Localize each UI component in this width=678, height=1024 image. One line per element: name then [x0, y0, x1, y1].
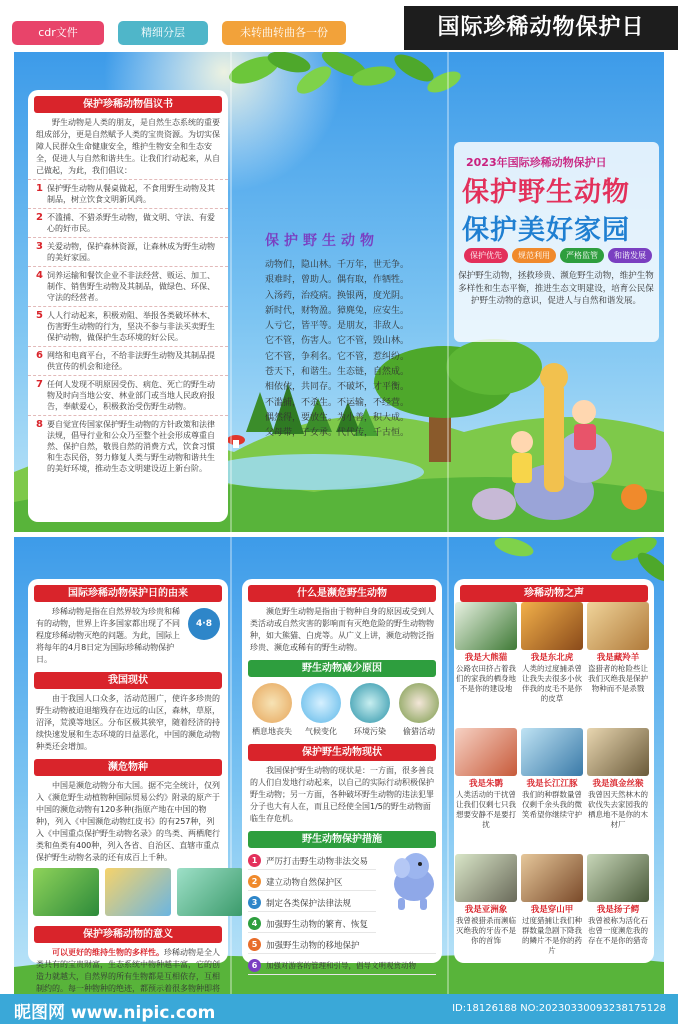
hero-year: 2023年国际珍稀动物保护日	[466, 156, 607, 169]
tiger-photo-icon	[521, 602, 583, 650]
monkey-photo-icon	[587, 728, 649, 776]
layer-tag: 精细分层	[118, 21, 208, 45]
watermark-logo: 昵图网 www.nipic.com	[14, 1003, 216, 1023]
list-item: 2 建立动物自然保护区	[248, 873, 376, 891]
panda-photo-icon	[455, 602, 517, 650]
pill-badge: 严格监管	[560, 248, 604, 263]
meaning-title: 保护珍稀动物的意义	[34, 926, 222, 943]
page-title: 国际珍稀动物保护日	[404, 6, 678, 50]
animal-item: 我是亚洲象 我曾被猎杀而濒临灭绝我的牙齿不是你的首饰	[455, 854, 517, 946]
pangolin-photo-icon	[521, 854, 583, 902]
curve-tag: 未转曲转曲各一份	[222, 21, 346, 45]
pollution-icon	[350, 683, 390, 723]
image-id: ID:18126188 NO:20230330093238175128	[452, 1003, 666, 1014]
poem-line: 不滥捕，不杀生。不运输，不经营。	[265, 397, 410, 408]
origin-text: 珍稀动物是指在自然界较为珍贵和稀有的动物，世界上许多国家都出现了不同程度珍稀动物灭绝的问题。为此，国际上将每年的4月8日定为国际珍稀动物保护日。	[36, 607, 180, 664]
reason-item: 栖息地丧失	[248, 683, 296, 737]
hero-line-2: 保护美好家园	[462, 215, 630, 246]
reason-item: 气候变化	[297, 683, 345, 737]
poem-line: 艰难时，曾助人。偶有取，作牺牲。	[265, 275, 410, 286]
animal-item: 我是大熊猫 公路农田挤占着我们的家我的栖身地不是你的建设地	[455, 602, 517, 694]
list-item: 6 加强对游客的管理和引导，倡导文明观赏动物	[248, 957, 436, 975]
poem-line: 动物们，隐山林。千万年，世无争。	[265, 260, 410, 270]
animal-item: 我是藏羚羊 盗猎者的枪险些让我们灭绝我是保护物种而不是杀戮	[587, 602, 649, 694]
giraffe-illustration-icon	[105, 868, 171, 916]
list-item: 4 加强野生动物的繁育、恢复	[248, 915, 376, 933]
poem-line: 苍天下，和谐生。生态链，自然成。	[265, 367, 410, 378]
fold-line	[447, 537, 449, 994]
poem-title: 保护野生动物	[265, 233, 379, 249]
origin-card	[28, 579, 228, 993]
footer-bar	[0, 994, 678, 1024]
origin-title: 国际珍稀动物保护日的由来	[34, 585, 222, 602]
top-bar	[0, 0, 678, 52]
day-logo-icon: 4·8	[188, 608, 220, 640]
animal-item: 我是穿山甲 过度猎捕让我们种群数量急剧下降我的鳞片不是你的药片	[521, 854, 583, 956]
fold-line	[230, 52, 232, 532]
elephant-photo-icon	[455, 854, 517, 902]
forest-illustration-icon	[177, 868, 243, 916]
list-item: 4 饲养运输和餐饮企业不非法经营、贩运、加工、制作、销售野生动物及其制品，做绿色、环保、守法的经营者。	[28, 266, 228, 306]
measures-list	[242, 852, 442, 975]
current-text: 我国保护野生动物的现状是：一方面，很多善良的人们自发地行动起来，以自己的实际行动积极保护野生动物；另一方面，各种破坏野生动物的违法犯罪分子也大有人在，而且已经使全国1/5的野生动物面临生存危机。	[250, 766, 434, 823]
list-item: 1 保护野生动物从餐桌做起，不食用野生动物及其制品，树立饮食文明新风尚。	[28, 179, 228, 208]
climate-change-icon	[301, 683, 341, 723]
list-item: 2 不滥捕、不猎杀野生动物，做文明、守法、有爱心的好市民。	[28, 208, 228, 237]
list-item: 3 关爱动物，保护森林资源，让森林成为野生动物的美好家园。	[28, 237, 228, 266]
list-item: 6 网络和电商平台，不给非法野生动物及其制品提供宣传的机会和途径。	[28, 346, 228, 375]
poem-line: 人亏它，皆平等。是朋友，非敌人。	[265, 321, 410, 332]
elephant-cartoon-icon	[386, 848, 438, 912]
list-item: 5 人人行动起来，积极劝阻、举报各类破坏林木、伤害野生动物的行为，坚决不参与非法买卖野生保护动物，做保护生态环境的好公民。	[28, 306, 228, 346]
format-tag: cdr文件	[12, 21, 104, 45]
status-text: 由于我国人口众多，活动范围广，使许多珍贵的野生动物被迫退缩残存在边远的山区，森林，草原，沼泽，荒漠等地区。分布区极其狭窄，随着经济的持续快速发展和生态环境的日益恶化，中国的濒危动物种类还会增加。	[36, 694, 220, 751]
list-item: 3 制定各类保护法律法规	[248, 894, 376, 912]
alligator-photo-icon	[587, 854, 649, 902]
animal-item: 我是长江江豚 我们的种群数量曾仅剩千余头我的微笑希望你继续守护	[521, 728, 583, 820]
lake-icon	[204, 454, 424, 490]
poem-line: 它不管，争利名。它不管，惹纠纷。	[265, 351, 410, 362]
status-title: 我国现状	[34, 672, 222, 689]
reason-item: 环境污染	[346, 683, 394, 737]
list-item: 8 要自觉宣传国家保护野生动物的方针政策和法律法规，倡导行业和公众乃至整个社会形成尊重自然、保护自然，敬畏自然的消费方式，饮食习惯和生态民俗，努力修复人类与野生动物和谐共生的美好环境，推动生态文明建设迈上新台阶。	[28, 415, 228, 477]
endangered-title: 濒危物种	[34, 759, 222, 776]
antelope-photo-icon	[587, 602, 649, 650]
proposal-intro: 野生动物是人类的朋友，是自然生态系统的重要组成部分，更是自然赋予人类的宝贵资源。为切实保障人民群众生命健康安全，维护生物安全和生态安全，促进人与自然和谐共生。让我们行动起来，从自己做起，为此，我们倡议：	[36, 118, 220, 175]
proposal-title: 保护珍稀动物倡议书	[34, 96, 222, 113]
pill-badge: 和谐发展	[608, 248, 652, 263]
poem-line: 入汤药，治疫病。换银两，度光阴。	[265, 290, 410, 301]
poem-line: 它不管，伤害人。它不管，毁山林。	[265, 336, 410, 347]
poaching-icon	[399, 683, 439, 723]
panda-illustration-icon	[33, 868, 99, 916]
list-item: 1 严厉打击野生动物非法交易	[248, 852, 376, 870]
middle-card	[242, 579, 442, 970]
porpoise-photo-icon	[521, 728, 583, 776]
animal-item: 我是扬子鳄 我曾被称为活化石也曾一度濒危我的存在不是你的猎奇	[587, 854, 649, 946]
current-title: 保护野生动物现状	[248, 744, 436, 761]
reasons-row	[242, 681, 442, 738]
meaning-text: 可以更好的维持生物的多样性。珍稀动物是全人类共有的宝贵财富，生态系统中物种越丰富，它的创造力就越大，自然界的所有生物都是互相依存，互相制约的。每一种物种的绝迹，都预示着很多物种即将	[36, 948, 220, 993]
proposal-card	[28, 90, 228, 522]
reasons-title: 野生动物减少原因	[248, 660, 436, 677]
measures-title: 野生动物保护措施	[248, 831, 436, 848]
poem-text	[265, 258, 435, 442]
pill-badge: 保护优先	[464, 248, 508, 263]
ibis-photo-icon	[455, 728, 517, 776]
list-item: 5 加强野生动物的移地保护	[248, 936, 436, 954]
voices-title: 珍稀动物之声	[460, 585, 648, 602]
what-text: 濒危野生动物是指由于物种自身的原因或受到人类活动或自然灾害的影响而有灭绝危险的野生动物物种，如大熊猫、白虎等。从广义上讲，濒危动物泛指珍贵、濒危或稀有的野生动物。	[250, 607, 434, 652]
poem-line: 相依依，共同存。不破坏，才平衡。	[265, 382, 410, 393]
illustration-row	[28, 864, 228, 920]
endangered-text: 中国是濒危动物分布大国。据不完全统计，仅列入《濒危野生动植物种国际贸易公约》附录的原产于中国的濒危动物有120多种(指原产地在中国的物种)，列入《中国濒危动物红皮书》的有257种，列入《中国重点保护野生动物名录》的鸟类、两栖爬行类和鱼类有400种，列入各省、自治区、直辖市重点保护野生动物名录的还有成百上千种。	[36, 781, 220, 862]
what-title: 什么是濒危野生动物	[248, 585, 436, 602]
fold-line	[447, 52, 449, 532]
habitat-loss-icon	[252, 683, 292, 723]
hero-description: 保护野生动物，拯救珍贵、濒危野生动物，维护生物多样性和生态平衡，推进生态文明建设，培育公民保护野生动物的意识，促进人与自然和谐发展。	[458, 271, 654, 306]
animal-item: 我是朱鹮 人类活动的干扰曾让我们仅剩七只我想要安静不是要打扰	[455, 728, 517, 830]
reason-item: 偷猎活动	[395, 683, 443, 737]
animal-item: 我是滇金丝猴 我曾因天然林木的砍伐失去家园我的栖息地不是你的木材厂	[587, 728, 649, 830]
fold-line	[230, 537, 232, 994]
list-item: 7 任何人发现不明原因受伤、病危、死亡的野生动物及时向当地公安、林业部门或当地人民政府报告，奉献爱心，积极救治受伤野生动物。	[28, 375, 228, 415]
pill-badge: 规范利用	[512, 248, 556, 263]
animal-item: 我是东北虎 人类的过度捕杀曾让我失去很多小伙伴我的皮毛不是你的皮草	[521, 602, 583, 704]
poem-line: 偶然得，要放生。为小善，积大成。	[265, 412, 410, 423]
hero-line-1: 保护野生动物	[462, 177, 630, 208]
poem-line: 新时代，财物盈。獐麂兔，应安生。	[265, 305, 410, 316]
poem-line: 父母带，子女承。代代传，千古恒。	[265, 428, 410, 439]
